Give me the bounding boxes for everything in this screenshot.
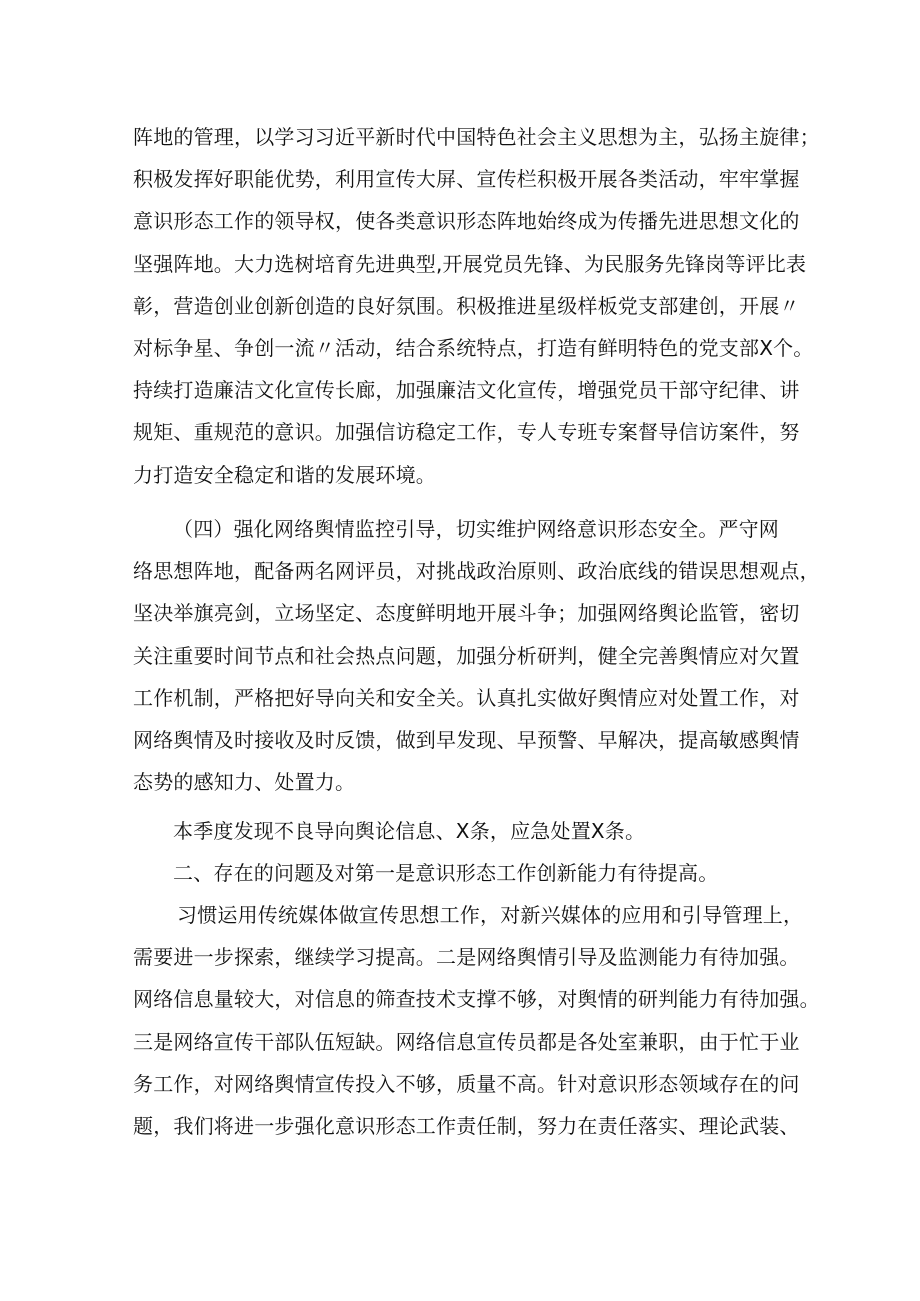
text-line: 坚决举旗亮剑，立场坚定、态度鲜明地开展斗争；加强网络舆论监管，密切 bbox=[133, 601, 800, 626]
text-line: 题，我们将进一步强化意识形态工作责任制，努力在责任落实、理论武装、 bbox=[133, 1113, 800, 1138]
text-line: 关注重要时间节点和社会热点问题，加强分析研判，健全完善舆情应对欠置 bbox=[133, 643, 800, 668]
paragraph-network-opinion bbox=[133, 508, 820, 803]
text-line: 习惯运用传统媒体做宣传思想工作，对新兴媒体的应用和引导管理上， bbox=[177, 903, 804, 927]
text-line: 工作机制，严格把好导向关和安全关。认真扎实做好舆情应对处置工作，对 bbox=[133, 685, 800, 710]
paragraph-existing-problems bbox=[133, 894, 820, 1147]
text-line: 持续打造廉洁文化宣传长廊，加强廉洁文化宣传，增强党员干部守纪律、讲 bbox=[133, 378, 800, 403]
text-line: 需要进一步探索，继续学习提高。二是网络舆情引导及监测能力有待加强。 bbox=[133, 945, 800, 970]
text-line: 积极发挥好职能优势，利用宣传大屏、宣传栏积极开展各类活动，牢牢掌握 bbox=[133, 167, 800, 192]
text-line: 力打造安全稳定和谐的发展环境。 bbox=[133, 462, 436, 487]
paragraph-ideology-positions bbox=[133, 116, 820, 496]
text-line: 对标争星、争创一流〃活动，结合系统特点，打造有鲜明特色的党支部X个。 bbox=[133, 335, 814, 360]
text-line: 络思想阵地，配备两名网评员，对挑战政治原则、政治底线的错误思想观点， bbox=[133, 559, 820, 584]
text-line: 阵地的管理，以学习习近平新时代中国特色社会主义思想为主，弘扬主旋律； bbox=[133, 125, 820, 149]
text-line: 态势的感知力、处置力。 bbox=[133, 770, 356, 795]
text-line: 务工作，对网络舆情宣传投入不够，质量不高。针对意识形态领域存在的问 bbox=[133, 1071, 800, 1096]
text-line: 网络信息量较大，对信息的筛查技术支撑不够，对舆情的研判能力有待加强。 bbox=[133, 987, 820, 1012]
paragraph-quarter-summary bbox=[133, 810, 793, 894]
text-line: 坚强阵地。大力选树培育先进典型,开展党员先锋、为民服务先锋岗等评比表 bbox=[133, 251, 807, 276]
text-line: 本季度发现不良导向舆论信息、X条，应急处置X条。 bbox=[173, 819, 646, 843]
text-line: 三是网络宣传干部队伍短缺。网络信息宣传员都是各处室兼职，由于忙于业 bbox=[133, 1029, 800, 1054]
text-line: 意识形态工作的领导权，使各类意识形态阵地始终成为传播先进思想文化的 bbox=[133, 209, 800, 234]
text-line: 网络舆情及时接收及时反馈，做到早发现、早预警、早解决，提高敏感舆情 bbox=[133, 727, 800, 752]
text-line: （四）强化网络舆情监控引导，切实维护网络意识形态安全。严守网 bbox=[173, 517, 779, 541]
text-line: 彰，营造创业创新创造的良好氛围。积极推进星级样板党支部建创，开展〃 bbox=[133, 293, 800, 318]
text-line: 规矩、重规范的意识。加强信访稳定工作，专人专班专案督导信访案件，努 bbox=[133, 420, 800, 445]
section-heading: 二、存在的问题及对第一是意识形态工作创新能力有待提高。 bbox=[173, 861, 719, 886]
